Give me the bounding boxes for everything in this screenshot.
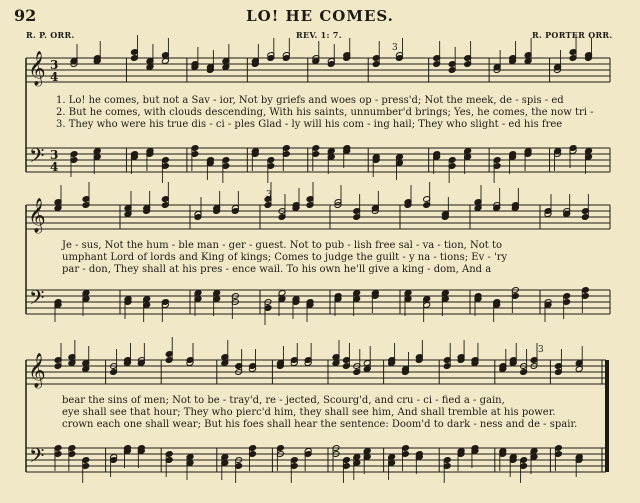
lyric-s3-verse2: eye shall see that hour; They who pierc'd him, they shall see him, And shall tremble at his power. bbox=[62, 407, 556, 418]
treble-clef-icon: 𝄞 bbox=[28, 353, 46, 388]
treble-clef-icon: 𝄞 bbox=[28, 51, 46, 86]
lyric-s2-verse3: par - don, They shall at his pres - ence wail. To his own he'll give a king - dom, And a bbox=[62, 264, 492, 275]
time-signature-bottom: 4 bbox=[50, 160, 59, 174]
lyric-s2-verse2: umphant Lord of lords and King of kings; Comes to judge the guilt - y na - tions; Ev - 'ry bbox=[62, 252, 508, 263]
time-signature-bottom: 4 bbox=[50, 70, 59, 84]
credit-words-author: R. P. ORR. bbox=[26, 30, 75, 40]
bass-clef-icon: 𝄢 bbox=[29, 144, 45, 172]
triplet-marking: 3 bbox=[392, 43, 398, 53]
triplet-marking: 3 bbox=[538, 345, 544, 355]
time-signature-top: 3 bbox=[50, 148, 59, 162]
time-signature-top: 3 bbox=[50, 58, 59, 72]
treble-clef-icon: 𝄞 bbox=[28, 198, 46, 233]
hymn-title: LO! HE COMES. bbox=[246, 7, 394, 25]
credit-music-composer: R. PORTER ORR. bbox=[532, 30, 613, 40]
triplet-marking: 3 bbox=[266, 190, 272, 200]
page-number: 92 bbox=[14, 6, 37, 25]
lyric-s2-verse1: Je - sus, Not the hum - ble man - ger - guest. Not to pub - lish free sal - va - tion, Not to bbox=[62, 240, 502, 251]
lyric-s3-verse1: bear the sins of men; Not to be - tray'd, re - jected, Scourg'd, and cru - ci - fied a - gain, bbox=[62, 395, 505, 406]
bass-clef-icon: 𝄢 bbox=[29, 444, 45, 472]
lyric-s3-verse3: crown each one shall wear; But his foes shall hear the sentence: Doom'd to dark - ness and de - spair. bbox=[62, 419, 578, 430]
bass-clef-icon: 𝄢 bbox=[29, 286, 45, 314]
credit-scripture: REV. 1: 7. bbox=[296, 30, 342, 40]
final-barline bbox=[605, 360, 609, 472]
lyric-s1-verse3: 3. They who were his true dis - ci - ples Glad - ly will his com - ing hail; They who slight - ed his free bbox=[56, 119, 563, 130]
lyric-s1-verse1: 1. Lo! he comes, but not a Sav - ior, Not by griefs and woes op - press'd; Not the meek, de - spis - ed bbox=[56, 95, 564, 106]
lyric-s1-verse2: 2. But he comes, with clouds descending, With his saints, unnumber'd brings; Yes, he comes, the now tri - bbox=[56, 107, 594, 118]
